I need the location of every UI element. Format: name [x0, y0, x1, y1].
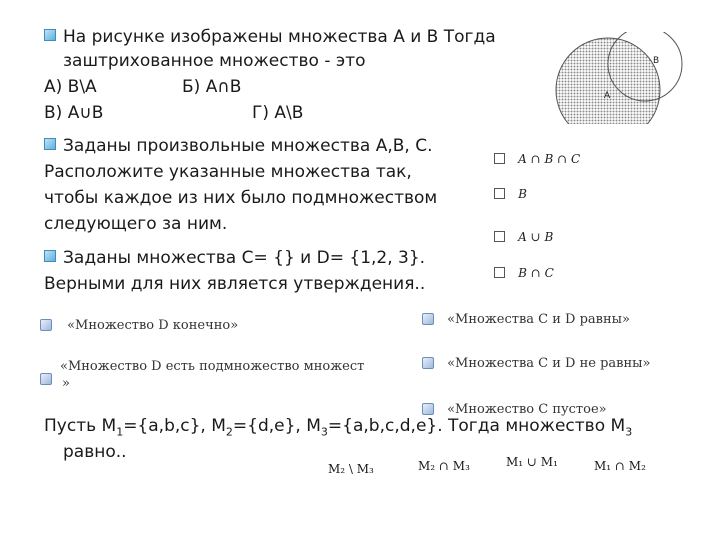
bullet-icon	[44, 250, 56, 262]
checkbox-icon[interactable]	[494, 231, 505, 242]
checkbox-icon[interactable]	[40, 373, 52, 385]
q1-line1: На рисунке изображены множества А и В Тогда	[44, 25, 496, 49]
q3-line2: Верными для них является утверждения..	[44, 274, 426, 294]
q2-line3: чтобы каждое из них было подмножеством	[44, 188, 438, 208]
q2-item-1[interactable]: A ∩ B ∩ C	[494, 148, 580, 167]
checkbox-icon[interactable]	[422, 313, 434, 325]
q4-answer-4[interactable]: M₁ ∩ M₂	[594, 459, 646, 473]
bullet-icon	[44, 138, 56, 150]
q2-line2: Расположите указанные множества так,	[44, 162, 412, 182]
checkbox-icon[interactable]	[422, 403, 434, 415]
q3-option-4[interactable]: «Множества C и D не равны»	[422, 352, 650, 371]
q1-option-b: Б) А∩В	[182, 77, 242, 97]
q3-option-3[interactable]: «Множества C и D равны»	[422, 308, 630, 327]
q2-item-2[interactable]: B	[494, 183, 527, 202]
checkbox-icon[interactable]	[494, 188, 505, 199]
q2-item-4[interactable]: B ∩ C	[494, 262, 554, 281]
q3-option-2-tail: »	[62, 376, 70, 391]
q1-option-a: А) В\А	[44, 77, 97, 97]
q4-answer-1[interactable]: M₂ \ M₃	[328, 462, 374, 476]
checkbox-icon[interactable]	[494, 153, 505, 164]
q4-answer-2[interactable]: M₂ ∩ M₃	[418, 459, 470, 473]
q4-answer-3[interactable]: M₁ ∪ M₁	[506, 455, 558, 469]
q2-item-3[interactable]: A ∪ B	[494, 226, 553, 245]
venn-diagram	[540, 32, 700, 124]
q1-option-d: Г) А\В	[252, 103, 304, 123]
q3-line1: Заданы множества С= {} и D= {1,2, 3}.	[44, 246, 425, 270]
checkbox-icon[interactable]	[422, 357, 434, 369]
checkbox-icon[interactable]	[494, 267, 505, 278]
set-a-label: A	[604, 91, 611, 101]
set-a-circle	[556, 38, 660, 124]
q3-option-5[interactable]: «Множество C пустое»	[422, 398, 607, 417]
q2-line4: следующего за ним.	[44, 214, 228, 234]
q1-option-c: В) А∪В	[44, 103, 104, 123]
q3-option-1[interactable]: «Множество D конечно»	[40, 314, 238, 333]
checkbox-icon[interactable]	[40, 319, 52, 331]
set-b-label: B	[653, 56, 660, 66]
q3-option-2-checkbox[interactable]	[40, 368, 52, 387]
q4-line1: Пусть $М_1=\{a,b,c\}$, $М_2=\{d,e\}$, $М_3=\{a,b,c,d,e\}$. Тогда множество $М_3$	[44, 416, 633, 439]
bullet-icon	[44, 29, 56, 41]
q4-line2: равно..	[63, 442, 127, 462]
q1-line2: заштрихованное множество - это	[63, 51, 366, 71]
q2-line1: Заданы произвольные множества А,В, С.	[44, 134, 433, 158]
q3-option-2[interactable]: «Множество D есть подмножество множест	[60, 359, 365, 374]
